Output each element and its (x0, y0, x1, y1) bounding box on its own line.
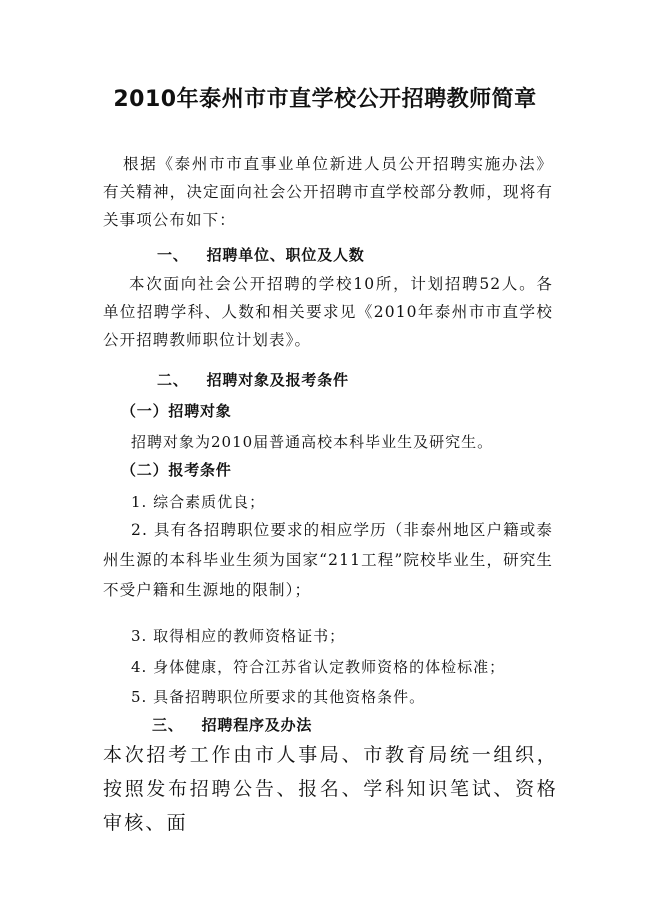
section-3-number: 三、 (152, 716, 184, 734)
section-2-heading (157, 369, 349, 390)
section-3-body: 本次招考工作由市人事局、市教育局统一组织，按照发布招聘公告、报名、学科知识笔试、资格审核、面 (103, 744, 558, 834)
section-1-body: 本次面向社会公开招聘的学校10所，计划招聘52人。各单位招聘学科、人数和相关要求见《2010年泰州市市直学校公开招聘教师职位计划表》。 (103, 275, 553, 349)
condition-item-1: 1. 综合素质优良； (131, 493, 266, 511)
subsection-1-heading: （一）招聘对象 (121, 402, 232, 420)
condition-item-2: 2. 具有各招聘职位要求的相应学历（非泰州地区户籍或泰州生源的本科毕业生须为国家“211工程”院校毕业生，研究生不受户籍和生源地的限制）； (103, 521, 553, 599)
intro-paragraph: 根据《泰州市市直事业单位新进人员公开招聘实施办法》有关精神，决定面向社会公开招聘市直学校部分教师，现将有关事项公布如下： (103, 155, 553, 229)
subsection-2-heading: （二）报考条件 (121, 461, 232, 479)
section-1-heading (157, 244, 365, 265)
condition-item-5: 5. 具备招聘职位所要求的其他资格条件。 (131, 688, 426, 706)
section-2-number: 二、 (157, 371, 189, 389)
condition-item-3: 3. 取得相应的教师资格证书； (131, 627, 346, 645)
section-3-title: 招聘程序及办法 (201, 716, 313, 734)
section-1-number: 一、 (157, 246, 189, 264)
section-2-title: 招聘对象及报考条件 (206, 371, 349, 389)
document-title: 2010年泰州市市直学校公开招聘教师简章 (113, 87, 537, 112)
subsection-1-body: 招聘对象为2010届普通高校本科毕业生及研究生。 (131, 433, 494, 451)
condition-item-4: 4. 身体健康，符合江苏省认定教师资格的体检标准； (131, 658, 506, 676)
section-3-heading (152, 714, 312, 735)
section-1-title: 招聘单位、职位及人数 (206, 246, 365, 264)
